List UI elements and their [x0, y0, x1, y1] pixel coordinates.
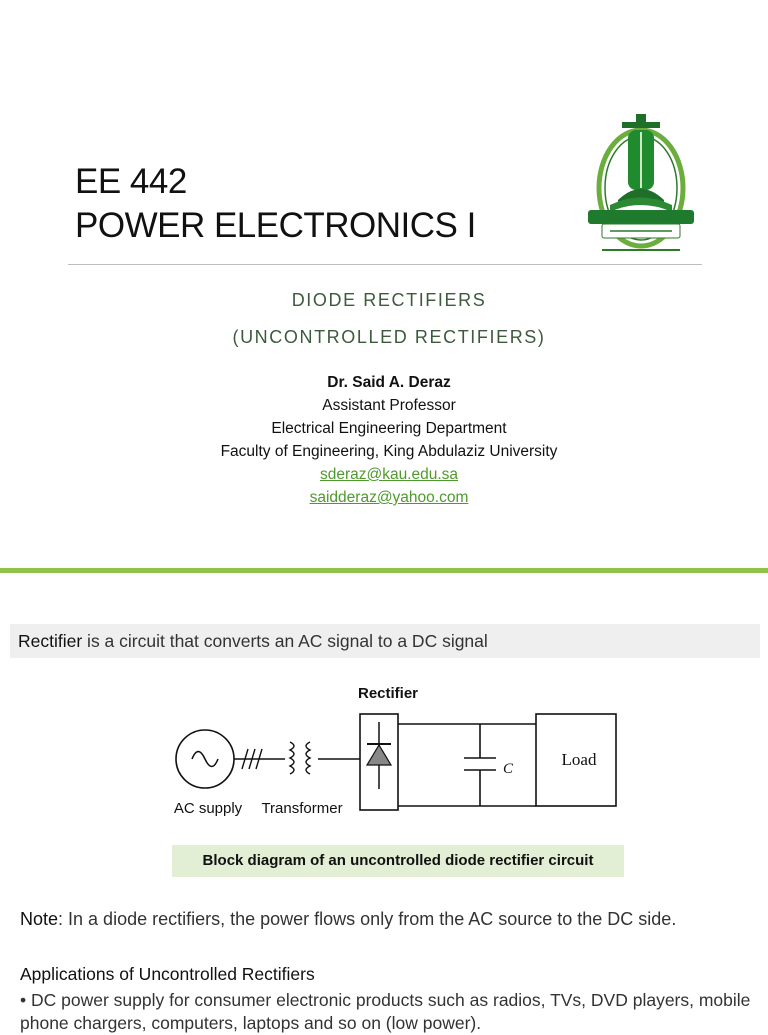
- transformer-label: Transformer: [261, 800, 343, 817]
- title-divider: [68, 264, 702, 265]
- load-label: Load: [561, 750, 597, 769]
- rectifier-label: Rectifier: [357, 685, 419, 702]
- application-bullet-1: • DC power supply for consumer electronic products such as radios, TVs, DVD players, mobile phone chargers, computers, laptops and so on (low power).: [20, 990, 751, 1033]
- phase-marks: [242, 749, 262, 769]
- note-text: [20, 909, 676, 930]
- author-department: Electrical Engineering Department: [271, 420, 507, 437]
- note-label: Note: [20, 909, 59, 929]
- subtitle-line-1: DIODE RECTIFIERS: [291, 290, 487, 310]
- course-title: POWER ELECTRONICS I: [75, 206, 476, 245]
- author-institution: Faculty of Engineering, King Abdulaziz University: [220, 443, 558, 460]
- note-body: : In a diode rectifiers, the power flows only from the AC source to the DC side.: [58, 909, 677, 929]
- diagram-caption: Block diagram of an uncontrolled diode rectifier circuit: [202, 852, 594, 869]
- definition-body: is a circuit that converts an AC signal to a DC signal: [82, 631, 488, 651]
- rectifier-block-diagram: [160, 676, 630, 826]
- applications-title: Applications of Uncontrolled Rectifiers: [20, 964, 315, 984]
- definition-term: Rectifier: [18, 631, 83, 651]
- definition-band: [10, 624, 760, 658]
- diode-symbol: [367, 722, 391, 789]
- author-block: [0, 371, 768, 509]
- email-link-kau[interactable]: sderaz@kau.edu.sa: [319, 466, 459, 483]
- university-logo: [582, 110, 700, 262]
- author-position: Assistant Professor: [322, 397, 456, 414]
- course-code: EE 442: [75, 162, 187, 201]
- author-name: Dr. Said A. Deraz: [327, 374, 451, 391]
- rectifier-slide: [0, 573, 768, 1033]
- capacitor-label: C: [503, 761, 514, 777]
- transformer-symbol: [290, 742, 310, 774]
- ac-supply-label: AC supply: [173, 800, 243, 817]
- diagram-caption-box: [172, 845, 624, 877]
- course-title-block: [75, 160, 476, 248]
- email-link-yahoo[interactable]: saidderaz@yahoo.com: [309, 489, 469, 506]
- definition-text: [18, 631, 488, 652]
- capacitor-symbol: [464, 724, 496, 806]
- sine-wave: [192, 752, 218, 767]
- subtitle-line-2: (UNCONTROLLED RECTIFIERS): [232, 327, 546, 347]
